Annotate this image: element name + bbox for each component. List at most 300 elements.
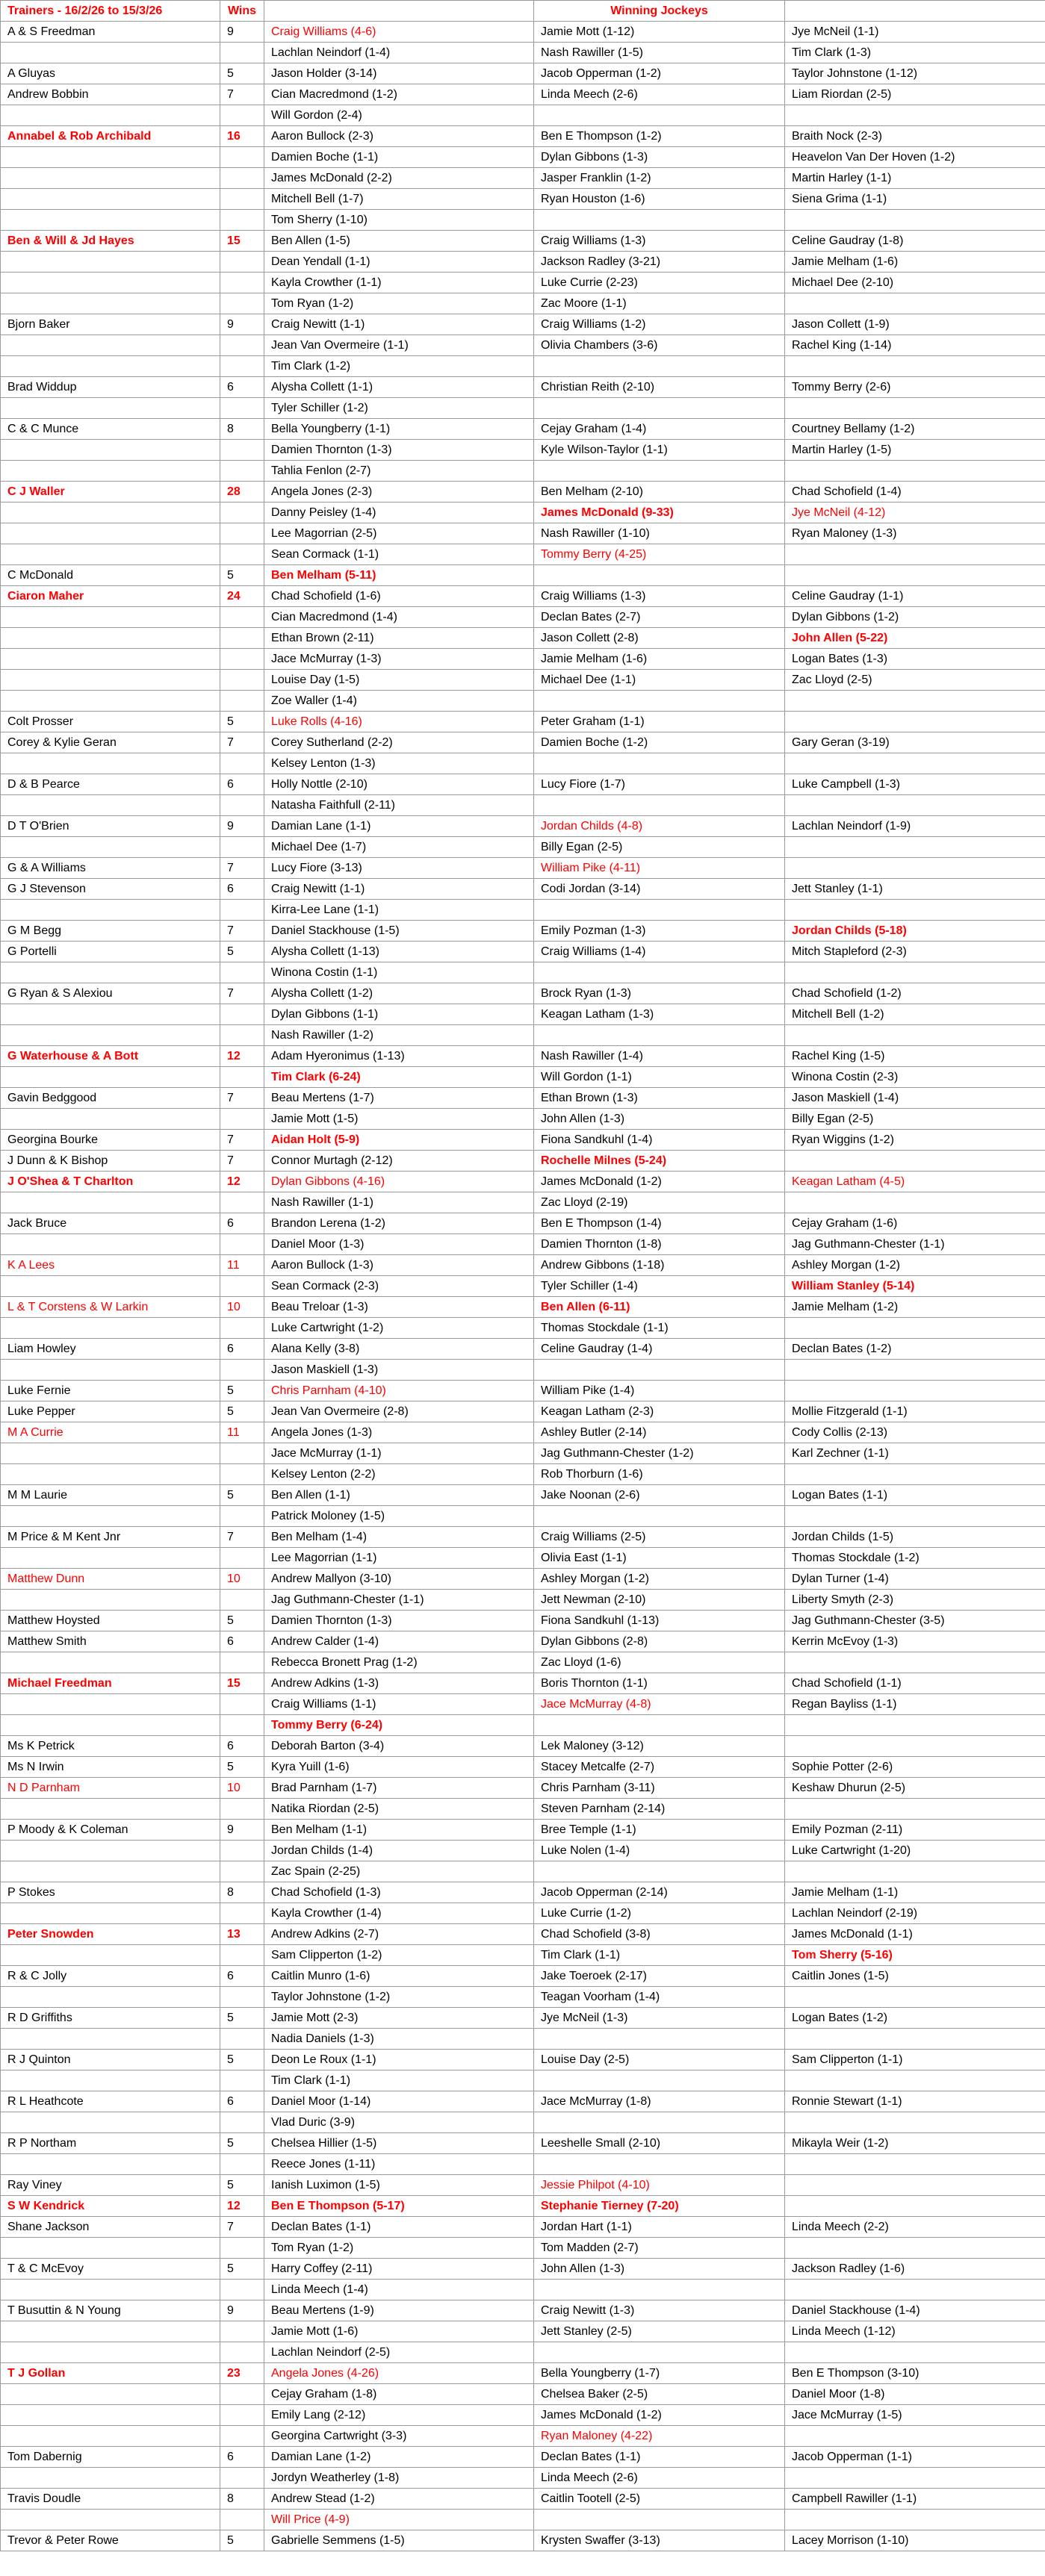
jockey-cell: Jessie Philpot (4-10) xyxy=(534,2175,785,2196)
jockey-cell: Codi Jordan (3-14) xyxy=(534,879,785,900)
table-row xyxy=(1,2008,1045,2029)
jockey-cell: Jason Collett (1-9) xyxy=(785,314,1045,335)
jockey-cell: Chris Parnham (4-10) xyxy=(264,1381,534,1401)
jockey-cell xyxy=(534,2154,785,2175)
jockey-cell: Andrew Stead (1-2) xyxy=(264,2489,534,2510)
trainer-cell: T & C McEvoy xyxy=(1,2259,220,2280)
jockey-cell: James McDonald (9-33) xyxy=(534,503,785,523)
jockey-cell: Jackson Radley (1-6) xyxy=(785,2259,1045,2280)
table-row xyxy=(1,1652,1045,1673)
header-winning-jockeys: Winning Jockeys xyxy=(534,1,785,22)
table-row xyxy=(1,126,1045,147)
wins-cell: 5 xyxy=(220,712,264,732)
trainer-cell xyxy=(1,1109,220,1130)
jockey-cell: Jamie Melham (1-1) xyxy=(785,1882,1045,1903)
jockey-cell: Keagan Latham (4-5) xyxy=(785,1172,1045,1192)
table-row xyxy=(1,1276,1045,1297)
table-row xyxy=(1,858,1045,879)
jockey-cell xyxy=(534,962,785,983)
jockey-cell: John Allen (1-3) xyxy=(534,1109,785,1130)
jockey-cell: Taylor Johnstone (1-2) xyxy=(264,1987,534,2008)
trainer-cell: R P Northam xyxy=(1,2133,220,2154)
jockey-cell xyxy=(785,2510,1045,2530)
jockey-cell: Emily Pozman (2-11) xyxy=(785,1820,1045,1841)
wins-cell xyxy=(220,273,264,293)
table-row xyxy=(1,2154,1045,2175)
jockey-cell: Ashley Morgan (1-2) xyxy=(785,1255,1045,1276)
trainer-cell: J O'Shea & T Charlton xyxy=(1,1172,220,1192)
jockey-cell: Mitch Stapleford (2-3) xyxy=(785,942,1045,962)
jockey-cell: Billy Egan (2-5) xyxy=(534,837,785,858)
jockey-cell xyxy=(785,293,1045,314)
jockey-cell: Jordan Hart (1-1) xyxy=(534,2217,785,2238)
trainer-cell xyxy=(1,1192,220,1213)
table-row xyxy=(1,1903,1045,1924)
jockey-cell: Logan Bates (1-3) xyxy=(785,649,1045,670)
jockey-cell xyxy=(785,1025,1045,1046)
trainer-cell xyxy=(1,210,220,231)
jockey-cell: Kelsey Lenton (2-2) xyxy=(264,1464,534,1485)
table-row xyxy=(1,2050,1045,2071)
trainer-cell xyxy=(1,1799,220,1820)
jockey-cell: Ben E Thompson (1-2) xyxy=(534,126,785,147)
jockey-cell: Jamie Mott (1-6) xyxy=(264,2321,534,2342)
wins-cell xyxy=(220,1276,264,1297)
jockey-cell xyxy=(534,398,785,419)
wins-cell: 9 xyxy=(220,816,264,837)
wins-cell xyxy=(220,649,264,670)
jockey-cell: Olivia Chambers (3-6) xyxy=(534,335,785,356)
jockey-cell: Jacob Opperman (1-1) xyxy=(785,2447,1045,2468)
table-row xyxy=(1,900,1045,921)
table-row xyxy=(1,1506,1045,1527)
jockey-cell: Luke Nolen (1-4) xyxy=(534,1841,785,1861)
jockey-cell xyxy=(534,753,785,774)
jockey-cell: Aidan Holt (5-9) xyxy=(264,1130,534,1151)
jockey-cell: Daniel Moor (1-3) xyxy=(264,1234,534,1255)
jockey-cell xyxy=(785,1381,1045,1401)
jockey-cell: Angela Jones (2-3) xyxy=(264,482,534,503)
table-row xyxy=(1,628,1045,649)
table-row xyxy=(1,962,1045,983)
jockey-cell: Logan Bates (1-2) xyxy=(785,2008,1045,2029)
wins-cell xyxy=(220,1109,264,1130)
trainer-cell xyxy=(1,962,220,983)
trainer-cell: Trevor & Peter Rowe xyxy=(1,2530,220,2551)
jockey-cell: John Allen (5-22) xyxy=(785,628,1045,649)
wins-cell: 15 xyxy=(220,1673,264,1694)
trainer-cell xyxy=(1,189,220,210)
wins-cell xyxy=(220,1443,264,1464)
table-row xyxy=(1,1255,1045,1276)
trainer-cell: M Price & M Kent Jnr xyxy=(1,1527,220,1548)
wins-cell: 5 xyxy=(220,2259,264,2280)
trainer-cell: S W Kendrick xyxy=(1,2196,220,2217)
wins-cell xyxy=(220,398,264,419)
jockey-cell xyxy=(785,461,1045,482)
wins-cell: 7 xyxy=(220,1088,264,1109)
jockey-cell: William Stanley (5-14) xyxy=(785,1276,1045,1297)
table-row xyxy=(1,1966,1045,1987)
trainer-cell xyxy=(1,461,220,482)
trainer-cell: C J Waller xyxy=(1,482,220,503)
jockey-cell: Ben Allen (1-1) xyxy=(264,1485,534,1506)
jockey-cell xyxy=(785,2029,1045,2050)
jockey-cell: Chad Schofield (1-4) xyxy=(785,482,1045,503)
trainer-cell: Jack Bruce xyxy=(1,1213,220,1234)
trainer-cell xyxy=(1,147,220,168)
jockey-cell: Nash Rawiller (1-5) xyxy=(534,43,785,63)
jockey-cell xyxy=(534,1715,785,1736)
jockey-cell: Cian Macredmond (1-2) xyxy=(264,84,534,105)
trainer-cell: Gavin Bedggood xyxy=(1,1088,220,1109)
jockey-cell: Ben E Thompson (5-17) xyxy=(264,2196,534,2217)
trainer-cell: C McDonald xyxy=(1,565,220,586)
jockey-cell: John Allen (1-3) xyxy=(534,2259,785,2280)
jockey-cell: Ben Allen (1-5) xyxy=(264,231,534,252)
trainer-cell: P Moody & K Coleman xyxy=(1,1820,220,1841)
jockey-cell: William Pike (1-4) xyxy=(534,1381,785,1401)
jockey-cell: James McDonald (2-2) xyxy=(264,168,534,189)
trainer-cell xyxy=(1,607,220,628)
jockey-cell: Ryan Maloney (4-22) xyxy=(534,2426,785,2447)
wins-cell: 28 xyxy=(220,482,264,503)
jockey-cell xyxy=(785,1151,1045,1172)
trainer-cell: Matthew Smith xyxy=(1,1631,220,1652)
jockey-cell: Beau Treloar (1-3) xyxy=(264,1297,534,1318)
trainer-cell: Andrew Bobbin xyxy=(1,84,220,105)
jockey-cell: Gary Geran (3-19) xyxy=(785,732,1045,753)
jockey-cell: Jett Newman (2-10) xyxy=(534,1590,785,1611)
trainer-cell xyxy=(1,2321,220,2342)
table-row xyxy=(1,293,1045,314)
trainer-cell: Ms K Petrick xyxy=(1,1736,220,1757)
trainer-cell: Luke Pepper xyxy=(1,1401,220,1422)
wins-cell xyxy=(220,1903,264,1924)
jockey-cell: Ethan Brown (2-11) xyxy=(264,628,534,649)
trainer-cell: G Waterhouse & A Bott xyxy=(1,1046,220,1067)
table-row xyxy=(1,1109,1045,1130)
jockey-cell: Zac Lloyd (2-19) xyxy=(534,1192,785,1213)
jockey-cell: Dylan Gibbons (1-1) xyxy=(264,1004,534,1025)
wins-cell: 7 xyxy=(220,1151,264,1172)
jockey-cell xyxy=(534,795,785,816)
trainer-cell xyxy=(1,356,220,377)
trainer-cell xyxy=(1,2280,220,2300)
jockey-cell: Jordan Childs (1-5) xyxy=(785,1527,1045,1548)
table-row xyxy=(1,2447,1045,2468)
jockey-cell: Heavelon Van Der Hoven (1-2) xyxy=(785,147,1045,168)
trainer-cell: P Stokes xyxy=(1,1882,220,1903)
jockey-cell: Nash Rawiller (1-2) xyxy=(264,1025,534,1046)
table-row xyxy=(1,1318,1045,1339)
jockey-cell: Linda Meech (2-2) xyxy=(785,2217,1045,2238)
jockey-cell: Daniel Stackhouse (1-4) xyxy=(785,2300,1045,2321)
trainer-cell xyxy=(1,252,220,273)
jockey-cell: Cejay Graham (1-8) xyxy=(264,2384,534,2405)
jockey-cell: Alana Kelly (3-8) xyxy=(264,1339,534,1360)
trainer-cell xyxy=(1,1841,220,1861)
trainer-cell xyxy=(1,293,220,314)
table-row xyxy=(1,314,1045,335)
table-row xyxy=(1,1401,1045,1422)
trainer-cell: R & C Jolly xyxy=(1,1966,220,1987)
jockey-cell xyxy=(785,837,1045,858)
jockey-cell: Damian Lane (1-2) xyxy=(264,2447,534,2468)
wins-cell: 11 xyxy=(220,1422,264,1443)
jockey-cell: Declan Bates (2-7) xyxy=(534,607,785,628)
jockey-cell: Jamie Mott (1-12) xyxy=(534,22,785,43)
wins-cell xyxy=(220,2426,264,2447)
table-row xyxy=(1,1548,1045,1569)
jockey-cell: Tom Ryan (1-2) xyxy=(264,2238,534,2259)
wins-cell xyxy=(220,168,264,189)
header-row xyxy=(1,1,1045,22)
table-row xyxy=(1,2321,1045,2342)
jockey-cell: Craig Newitt (1-1) xyxy=(264,879,534,900)
table-row xyxy=(1,1924,1045,1945)
trainer-cell xyxy=(1,1443,220,1464)
jockey-cell: Dylan Gibbons (1-3) xyxy=(534,147,785,168)
jockey-cell xyxy=(785,356,1045,377)
jockey-cell: Cejay Graham (1-4) xyxy=(534,419,785,440)
jockey-cell xyxy=(534,2112,785,2133)
trainer-cell xyxy=(1,2154,220,2175)
trainer-cell xyxy=(1,1548,220,1569)
jockey-cell: Sam Clipperton (1-1) xyxy=(785,2050,1045,2071)
jockey-cell: Ronnie Stewart (1-1) xyxy=(785,2091,1045,2112)
jockey-cell: Vlad Duric (3-9) xyxy=(264,2112,534,2133)
wins-cell: 5 xyxy=(220,1757,264,1778)
jockey-cell: Luke Currie (2-23) xyxy=(534,273,785,293)
jockey-cell: Karl Zechner (1-1) xyxy=(785,1443,1045,1464)
wins-cell: 5 xyxy=(220,2133,264,2154)
jockey-cell: Rachel King (1-5) xyxy=(785,1046,1045,1067)
jockey-cell: Ryan Maloney (1-3) xyxy=(785,523,1045,544)
jockey-cell: Jamie Mott (2-3) xyxy=(264,2008,534,2029)
jockey-cell: Jordan Childs (1-4) xyxy=(264,1841,534,1861)
jockey-cell: Sam Clipperton (1-2) xyxy=(264,1945,534,1966)
wins-cell: 12 xyxy=(220,2196,264,2217)
jockey-cell: Jason Maskiell (1-3) xyxy=(264,1360,534,1381)
jockey-cell: Lachlan Neindorf (1-4) xyxy=(264,43,534,63)
jockey-cell: Stephanie Tierney (7-20) xyxy=(534,2196,785,2217)
table-row xyxy=(1,189,1045,210)
jockey-cell: Fiona Sandkuhl (1-13) xyxy=(534,1611,785,1631)
wins-cell: 10 xyxy=(220,1297,264,1318)
jockey-cell: Georgina Cartwright (3-3) xyxy=(264,2426,534,2447)
jockey-cell xyxy=(785,2468,1045,2489)
trainer-cell: A & S Freedman xyxy=(1,22,220,43)
jockey-cell: Damien Boche (1-2) xyxy=(534,732,785,753)
trainer-cell xyxy=(1,105,220,126)
jockey-cell: Natika Riordan (2-5) xyxy=(264,1799,534,1820)
jockey-cell: Louise Day (2-5) xyxy=(534,2050,785,2071)
jockey-cell: Jake Toeroek (2-17) xyxy=(534,1966,785,1987)
trainer-cell: Matthew Hoysted xyxy=(1,1611,220,1631)
table-row xyxy=(1,879,1045,900)
table-row xyxy=(1,2133,1045,2154)
jockey-cell xyxy=(785,691,1045,712)
jockey-cell xyxy=(785,2175,1045,2196)
jockey-cell: Jye McNeil (1-1) xyxy=(785,22,1045,43)
jockey-cell: Cody Collis (2-13) xyxy=(785,1422,1045,1443)
trainer-cell: Travis Doudle xyxy=(1,2489,220,2510)
wins-cell: 6 xyxy=(220,1339,264,1360)
jockey-cell: Ben Melham (1-4) xyxy=(264,1527,534,1548)
wins-cell xyxy=(220,2342,264,2363)
jockey-cell: Chelsea Hillier (1-5) xyxy=(264,2133,534,2154)
trainer-cell xyxy=(1,335,220,356)
jockey-cell: Jasper Franklin (1-2) xyxy=(534,168,785,189)
jockey-cell: Corey Sutherland (2-2) xyxy=(264,732,534,753)
trainer-cell: G Portelli xyxy=(1,942,220,962)
trainer-cell: Corey & Kylie Geran xyxy=(1,732,220,753)
jockey-cell: Zac Lloyd (2-5) xyxy=(785,670,1045,691)
trainer-cell xyxy=(1,2426,220,2447)
table-row xyxy=(1,2238,1045,2259)
trainer-cell xyxy=(1,1004,220,1025)
table-row xyxy=(1,2259,1045,2280)
jockey-cell: Gabrielle Semmens (1-5) xyxy=(264,2530,534,2551)
jockey-cell: Celine Gaudray (1-1) xyxy=(785,586,1045,607)
table-row xyxy=(1,1987,1045,2008)
trainer-cell: D & B Pearce xyxy=(1,774,220,795)
jockey-cell xyxy=(534,105,785,126)
trainer-cell: K A Lees xyxy=(1,1255,220,1276)
jockey-cell: Damien Thornton (1-8) xyxy=(534,1234,785,1255)
trainer-cell: G & A Williams xyxy=(1,858,220,879)
jockey-cell: Ashley Morgan (1-2) xyxy=(534,1569,785,1590)
trainer-cell xyxy=(1,440,220,461)
jockey-cell xyxy=(534,1506,785,1527)
trainer-cell xyxy=(1,900,220,921)
table-row xyxy=(1,1067,1045,1088)
jockey-cell: Celine Gaudray (1-8) xyxy=(785,231,1045,252)
table-row xyxy=(1,1736,1045,1757)
wins-cell: 9 xyxy=(220,2300,264,2321)
jockey-cell: Jamie Melham (1-2) xyxy=(785,1297,1045,1318)
trainer-cell xyxy=(1,2510,220,2530)
trainer-cell xyxy=(1,1715,220,1736)
table-row xyxy=(1,1192,1045,1213)
jockey-cell xyxy=(785,2342,1045,2363)
jockey-cell xyxy=(534,691,785,712)
jockey-cell xyxy=(785,1318,1045,1339)
jockey-cell: Luke Currie (1-2) xyxy=(534,1903,785,1924)
wins-cell xyxy=(220,2321,264,2342)
trainer-cell: D T O'Brien xyxy=(1,816,220,837)
jockey-cell: Liberty Smyth (2-3) xyxy=(785,1590,1045,1611)
table-row xyxy=(1,482,1045,503)
jockey-cell: Sophie Potter (2-6) xyxy=(785,1757,1045,1778)
jockey-cell xyxy=(785,565,1045,586)
jockey-cell: Jake Noonan (2-6) xyxy=(534,1485,785,1506)
table-row xyxy=(1,1757,1045,1778)
jockey-cell: Dylan Gibbons (4-16) xyxy=(264,1172,534,1192)
table-row xyxy=(1,398,1045,419)
jockey-cell: Craig Newitt (1-3) xyxy=(534,2300,785,2321)
jockey-cell: Regan Bayliss (1-1) xyxy=(785,1694,1045,1715)
trainer-cell xyxy=(1,691,220,712)
table-row xyxy=(1,1422,1045,1443)
jockey-cell: Jett Stanley (1-1) xyxy=(785,879,1045,900)
wins-cell: 5 xyxy=(220,1401,264,1422)
table-row xyxy=(1,1799,1045,1820)
jockey-cell: Braith Nock (2-3) xyxy=(785,126,1045,147)
table-row xyxy=(1,22,1045,43)
jockey-cell: Mitchell Bell (1-7) xyxy=(264,189,534,210)
trainer-cell xyxy=(1,1025,220,1046)
jockey-cell: Emily Pozman (1-3) xyxy=(534,921,785,942)
table-row xyxy=(1,816,1045,837)
jockey-cell: Sean Cormack (1-1) xyxy=(264,544,534,565)
table-row xyxy=(1,795,1045,816)
jockey-cell: Rochelle Milnes (5-24) xyxy=(534,1151,785,1172)
wins-cell xyxy=(220,1861,264,1882)
jockey-cell: Tahlia Fenlon (2-7) xyxy=(264,461,534,482)
jockey-cell: Aaron Bullock (1-3) xyxy=(264,1255,534,1276)
jockey-cell: Andrew Gibbons (1-18) xyxy=(534,1255,785,1276)
table-row xyxy=(1,1694,1045,1715)
jockey-cell: Steven Parnham (2-14) xyxy=(534,1799,785,1820)
jockey-cell: Jamie Melham (1-6) xyxy=(534,649,785,670)
table-row xyxy=(1,1046,1045,1067)
wins-cell xyxy=(220,900,264,921)
jockey-cell: Natasha Faithfull (2-11) xyxy=(264,795,534,816)
wins-cell xyxy=(220,147,264,168)
table-row xyxy=(1,1234,1045,1255)
trainer-cell xyxy=(1,1903,220,1924)
jockey-cell xyxy=(785,105,1045,126)
jockey-cell: Martin Harley (1-5) xyxy=(785,440,1045,461)
wins-cell: 7 xyxy=(220,1130,264,1151)
jockey-cell: Jason Holder (3-14) xyxy=(264,63,534,84)
jockey-cell: Lucy Fiore (3-13) xyxy=(264,858,534,879)
table-row xyxy=(1,837,1045,858)
wins-cell xyxy=(220,2405,264,2426)
jockey-cell: Dylan Gibbons (1-2) xyxy=(785,607,1045,628)
jockey-cell xyxy=(785,1736,1045,1757)
wins-cell: 6 xyxy=(220,2091,264,2112)
table-row xyxy=(1,356,1045,377)
wins-cell xyxy=(220,2112,264,2133)
jockey-cell: Will Gordon (1-1) xyxy=(534,1067,785,1088)
wins-cell xyxy=(220,1067,264,1088)
jockey-cell: Tommy Berry (6-24) xyxy=(264,1715,534,1736)
trainer-cell xyxy=(1,1067,220,1088)
jockey-cell: Chad Schofield (1-2) xyxy=(785,983,1045,1004)
trainer-cell xyxy=(1,1360,220,1381)
table-row xyxy=(1,419,1045,440)
trainer-cell xyxy=(1,544,220,565)
trainer-cell xyxy=(1,837,220,858)
wins-cell: 5 xyxy=(220,2050,264,2071)
jockey-cell: Jag Guthmann-Chester (1-1) xyxy=(264,1590,534,1611)
jockey-cell: Holly Nottle (2-10) xyxy=(264,774,534,795)
table-row xyxy=(1,2363,1045,2384)
jockey-cell: William Pike (4-11) xyxy=(534,858,785,879)
trainer-cell: Shane Jackson xyxy=(1,2217,220,2238)
jockey-cell: Brock Ryan (1-3) xyxy=(534,983,785,1004)
wins-cell xyxy=(220,1987,264,2008)
jockey-cell: Fiona Sandkuhl (1-4) xyxy=(534,1130,785,1151)
jockey-cell: Patrick Moloney (1-5) xyxy=(264,1506,534,1527)
wins-cell: 7 xyxy=(220,84,264,105)
wins-cell: 16 xyxy=(220,126,264,147)
table-row xyxy=(1,63,1045,84)
wins-cell xyxy=(220,670,264,691)
